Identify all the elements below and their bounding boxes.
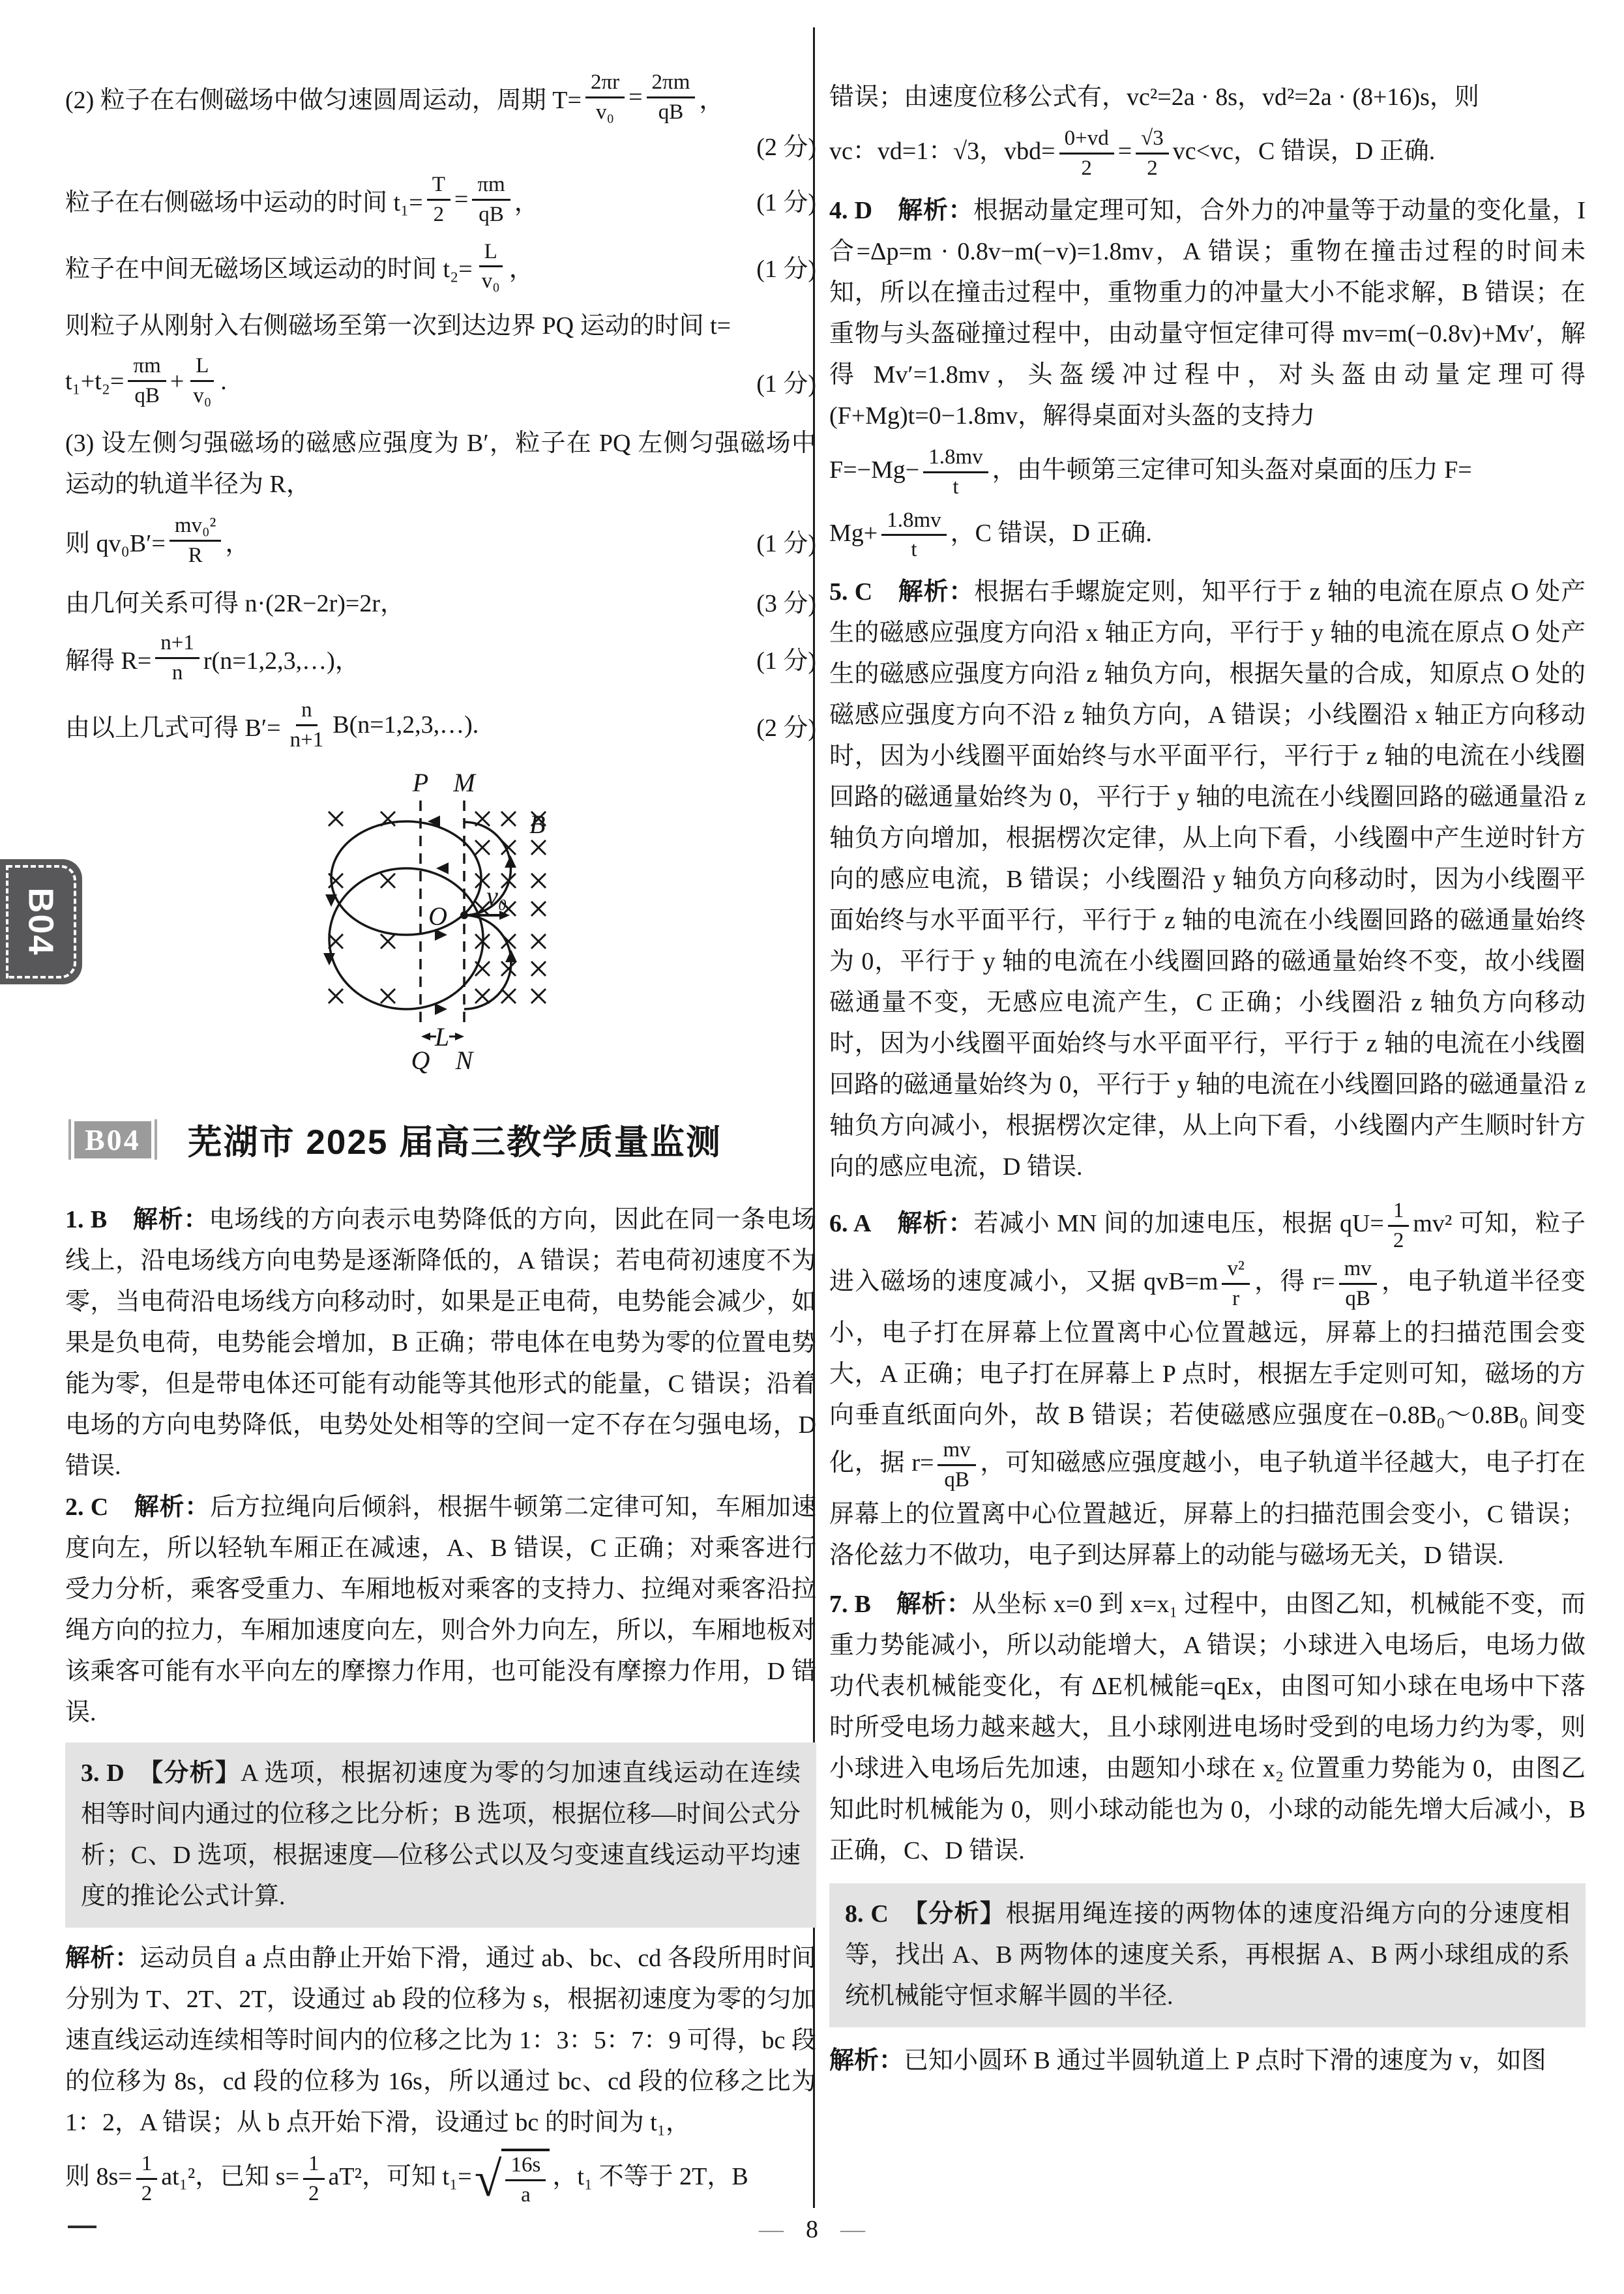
formula-text: . (220, 367, 227, 395)
solution-text-line: 则粒子从刚射入右侧磁场至第一次到达边界 PQ 运动的时间 t= (65, 312, 731, 340)
badge-bar-right (155, 1119, 157, 1160)
fraction-numerator: L (190, 352, 214, 382)
fraction-numerator: 16s (505, 2151, 546, 2181)
answer-item-5 (829, 572, 1586, 1188)
fraction-denominator: qB (134, 384, 160, 408)
formula-qv0B (65, 512, 250, 570)
magnetic-field-figure (274, 767, 639, 1080)
item-8-solution (829, 2040, 1586, 2081)
item-tag: 解析： (898, 578, 975, 606)
label-P: P (412, 768, 429, 798)
formula-Bprime (65, 696, 479, 754)
item-tag: 解析： (132, 1206, 209, 1234)
formula-text: 则 qv₀B′= (65, 530, 166, 558)
formula-text: ， (514, 188, 539, 216)
square-root (475, 2149, 550, 2209)
L-arrow-left (421, 1033, 430, 1040)
fraction-numerator: 1 (303, 2150, 325, 2180)
radicand (501, 2149, 550, 2209)
formula-text: at₁²，已知 s= (161, 2163, 300, 2191)
fraction-denominator: R (188, 544, 203, 568)
fraction (647, 68, 696, 126)
fraction (505, 2151, 546, 2209)
item-tag: 【分析】 (151, 1759, 241, 1787)
item-body: 根据用绳连接的两物体的速度沿绳方向的分速度相等，找出 A、B 两物体的速度关系，再根据 A、B 两小球组成的系统机械能守恒求解半圆的半径. (845, 1900, 1570, 2010)
formula-t2-row (65, 238, 816, 296)
fraction-denominator: n+1 (289, 728, 324, 752)
formula-text: aT²，可知 t₁= (328, 2163, 472, 2191)
item-body: ，电子轨道半径变小，电子打在屏幕上位置离中心位置越远，屏幕上的扫描范围会变大，A 正确；电子打在屏幕上 P 点时，根据左手定则可知，磁场的方向垂直纸面向外，故 B 错误；若使磁感应强度在−0.8B₀～0.8B₀ 间变化，据 r= (829, 1268, 1586, 1477)
fraction (128, 352, 166, 410)
formula-period-row (65, 68, 816, 126)
answer-item-7 (829, 1584, 1586, 1872)
score-badge: (2 分) (756, 714, 816, 742)
fraction-denominator: t (952, 475, 959, 499)
formula-text: ， (225, 530, 250, 558)
formula-Bprime-row (65, 696, 816, 754)
score-badge: (1 分) (756, 188, 816, 216)
formula-text: vc<vc，C 错误，D 正确. (1172, 138, 1436, 166)
formula-text: 由以上几式可得 B′= (65, 714, 281, 742)
score-line (65, 129, 816, 166)
fraction (1339, 1255, 1377, 1313)
formula-t2 (65, 238, 534, 296)
formula-text: ， (699, 86, 724, 114)
fraction-denominator: v₀ (481, 269, 500, 293)
formula-text: = (628, 83, 643, 111)
fraction (170, 512, 222, 570)
analysis-box-item-8 (829, 1883, 1586, 2027)
score-badge: (1 分) (756, 530, 816, 558)
item-4-formula-1 (829, 443, 1586, 501)
answer-item-1 (65, 1199, 816, 1487)
item-body: 已知小圆环 B 通过半圆轨道上 P 点时下滑的速度为 v，如图 (904, 2046, 1546, 2074)
formula-text: (2) 粒子在右侧磁场中做匀速圆周运动，周期 T= (65, 86, 582, 114)
analysis-box-item-3 (65, 1743, 816, 1928)
formula-text: 粒子在中间无磁场区域运动的时间 t₂= (65, 256, 473, 284)
item-body: 根据动量定理可知，合外力的冲量等于动量的变化量，I合=Δp=m · 0.8v−m(−v)=1.8mv，A 错误；重物在撞击过程的时间未知，所以在撞击过程中，重物重力的冲量大小不能求解，B 错误；在重物与头盔碰撞过程中，由动量守恒定律可得 mv=m(−0.8v)+Mv′，解得 Mv′=1.8mv，头盔缓冲过程中，对头盔由动量定理可得(F+Mg)t=0−1.8mv，解得桌面对头盔的支持力 (829, 196, 1586, 430)
item-tag: 【分析】 (915, 1900, 1006, 1928)
item-tag: 解析： (896, 1590, 972, 1618)
fraction-numerator: T (427, 171, 450, 201)
item-number: 6. A (829, 1210, 872, 1238)
item-tag: 解析： (897, 1210, 974, 1238)
formula-period (65, 68, 724, 126)
answer-item-2 (65, 1487, 816, 1733)
score-badge: (1 分) (756, 370, 816, 398)
fraction-denominator: 2 (1081, 156, 1092, 180)
formula-text: F=−Mg− (829, 456, 920, 484)
footer-dash-right: — (840, 2216, 865, 2243)
section-title: 芜湖市 2025 届高三教学质量监测 (187, 1123, 722, 1162)
item-tag: 解析： (829, 2046, 904, 2074)
formula-t1t2 (65, 352, 227, 410)
formula-text: 粒子在右侧磁场中运动的时间 t₁= (65, 188, 423, 216)
item-number: 7. B (829, 1590, 871, 1618)
L-arrow-right (455, 1033, 464, 1040)
item-body: 根据右手螺旋定则，知平行于 z 轴的电流在原点 O 处产生的磁感应强度方向沿 x 轴正方向，平行于 y 轴的电流在原点 O 处产生的磁感应强度方向沿 z 轴负方向，根据矢量的合成，知原点 O 处的磁感应强度方向不沿 z 轴负方向，A 错误；小线圈沿 x 轴正方向移动时，因为小线圈平面始终与水平面平行，平行于 z 轴的电流在小线圈回路的磁通量始终为 0，平行于 y 轴的电流在小线圈回路的磁通量沿 z 轴负方向增加，根据楞次定律，从上向下看，小线圈中产生逆时针方向的感应电流，B 错误；小线圈沿 y 轴负方向移动时，因为小线圈平面始终与水平面平行，平行于 z 轴的电流在小线圈回路的磁通量始终为 0，平行于 y 轴的电流在小线圈回路的磁通量始终不变，故小线圈磁通量不变，无感应电流产生，C 正确；小线圈沿 z 轴负方向移动时，因为小线圈平面始终与水平面平行，平行于 z 轴的电流在小线圈回路的磁通量始终为 0，平行于 y 轴的电流在小线圈回路的磁通量沿 z 轴负方向减小，根据楞次定律，从上向下看，小线圈内产生顺时针方向的感应电流，D 错误. (829, 578, 1586, 1181)
answer-item-3 (81, 1753, 801, 1917)
formula-R (65, 629, 360, 687)
item-body: 若减小 MN 间的加速电压，根据 qU= (973, 1210, 1384, 1238)
trajectory-upper-loop (331, 821, 481, 935)
fraction (1136, 125, 1169, 183)
score-badge: (3 分) (756, 589, 816, 617)
formula-text: ，由牛顿第三定律可知头盔对桌面的压力 F= (992, 456, 1472, 484)
item-body: mv² 可知，粒子进入磁场的速度减小，又据 qvB=m (829, 1210, 1586, 1296)
fraction-denominator: 2 (1147, 156, 1158, 180)
fraction-numerator: 1.8mv (923, 443, 988, 473)
fraction-numerator: n+1 (155, 629, 199, 659)
fraction (472, 171, 510, 229)
label-Q: Q (411, 1046, 430, 1076)
formula-t1 (65, 171, 539, 229)
trajectory-arrow-up-right2 (505, 950, 517, 962)
fraction-denominator: v₀ (596, 100, 615, 124)
fraction-denominator: 2 (1393, 1229, 1404, 1253)
fraction-denominator: v₀ (193, 384, 212, 408)
fraction-denominator: a (521, 2183, 531, 2207)
fraction-numerator: v² (1222, 1255, 1249, 1285)
formula-qv0B-row (65, 512, 816, 570)
item-tag: 解析： (65, 1945, 140, 1973)
item-3-continuation-formula (829, 125, 1586, 183)
item-body: A 选项，根据初速度为零的匀加速直线运动在连续相等时间内通过的位移之比分析；B 选项，根据位移—时间公式分析；C、D 选项，根据速度—位移公式以及匀变速直线运动平均速度的推论公式计算. (81, 1759, 801, 1911)
solution-text-para: (3) 设左侧匀强磁场的磁感应强度为 B′，粒子在 PQ 左侧匀强磁场中运动的轨道半径为 R， (65, 430, 816, 499)
fraction (1222, 1255, 1249, 1313)
item-3-formula-line (65, 2149, 816, 2209)
fraction (1059, 125, 1114, 183)
badge-bar-left (68, 1119, 71, 1160)
page-footer (0, 2215, 1624, 2244)
item-number: 1. B (65, 1206, 108, 1234)
answer-item-4 (829, 190, 1586, 437)
formula-text: + (170, 367, 185, 395)
item-number: 5. C (829, 578, 873, 606)
score-badge: (2 分) (756, 133, 816, 161)
section-header (65, 1115, 816, 1164)
fraction-numerator: 0+vd (1059, 125, 1114, 154)
formula-text: ，C 错误，D 正确. (950, 519, 1152, 547)
formula-R-row (65, 629, 816, 687)
fraction-numerator: 1.8mv (881, 507, 946, 537)
formula-text: vc：vd=1：√3，vbd= (829, 138, 1056, 166)
label-B: B (529, 810, 546, 840)
fraction (285, 696, 329, 754)
trajectory-arrow-up-right1 (505, 855, 516, 868)
section-badge: B04 (74, 1121, 151, 1158)
label-N: N (455, 1046, 473, 1076)
fraction-denominator: qB (1345, 1287, 1370, 1311)
trajectory-lower-loop (329, 868, 483, 1009)
item-tag: 解析： (898, 196, 974, 224)
trajectory-arrow-down-left1 (325, 894, 337, 907)
item-number: 2. C (65, 1493, 109, 1522)
fraction-denominator: qB (658, 100, 684, 124)
label-v0: v₀ (486, 881, 507, 911)
fraction-numerator: πm (472, 171, 510, 201)
item-body: ，可知磁感应强度越小，电子轨道半径越大，电子打在屏幕上的位置离中心位置越近，屏幕上的扫描范围会变小，C 错误；洛伦兹力不做功，电子到达屏幕上的动能与磁场无关，D 错误. (829, 1449, 1586, 1569)
fraction (477, 238, 505, 296)
radical-sign: √ (474, 2151, 502, 2207)
fraction (1388, 1197, 1410, 1255)
fraction-numerator: 2πm (647, 68, 696, 98)
label-M: M (453, 768, 475, 798)
fraction-numerator: πm (128, 352, 166, 382)
item-body: 电场线的方向表示电势降低的方向，因此在同一条电场线上，沿电场线方向电势是逐渐降低的，A 错误；若电荷初速度不为零，当电荷沿电场线方向移动时，如果是正电荷，电势能会减少，如果是负电荷，电势能会增加，B 正确；带电体在电势为零的位置电势能为零，但是带电体还可能有动能等其他形式的能量，C 错误；沿着电场的方向电势降低，电势处处相等的空间一定不存在匀强电场，D 错误. (65, 1206, 816, 1480)
formula-text: r(n=1,2,3,…)， (203, 647, 360, 675)
fraction (188, 352, 216, 410)
fraction-numerator: n (296, 696, 317, 726)
label-L: L (434, 1022, 450, 1052)
fraction-numerator: mv₀² (170, 512, 222, 542)
formula-text: 由几何关系可得 n·(2R−2r)=2r， (65, 589, 405, 617)
fraction-numerator: 1 (136, 2150, 158, 2180)
item-number: 8. C (845, 1900, 889, 1928)
fraction (427, 171, 450, 229)
fraction-numerator: L (479, 238, 503, 268)
formula-text: 则 8s= (65, 2163, 132, 2191)
fraction-numerator: mv (937, 1436, 975, 1466)
left-column (65, 62, 816, 2209)
trajectory-arrow-right-bottom (435, 1003, 447, 1015)
fraction (136, 2150, 158, 2208)
formula-text: = (454, 186, 469, 214)
right-column (829, 77, 1586, 2081)
item-body: 运动员自 a 点由静止开始下滑，通过 ab、bc、cd 各段所用时间分别为 T、2T、2T，设通过 ab 段的位移为 s，根据初速度为零的匀加速直线运动连续相等时间内的位移之比为 1：3：5：7：9 可得，bc 段的位移为 8s，cd 段的位移为 16s，所以通过 bc、cd 段的位移之比为 1：2，A 错误；从 b 点开始下滑，设通过 bc 的时间为 t₁， (65, 1945, 816, 2137)
formula-text: Mg+ (829, 519, 878, 547)
fraction-denominator: 2 (308, 2182, 319, 2206)
formula-t1-row (65, 171, 816, 229)
item-3-solution (65, 1938, 816, 2143)
answer-item-6 (829, 1197, 1586, 1576)
fraction-denominator: qB (944, 1467, 969, 1492)
fraction-numerator: 1 (1388, 1197, 1410, 1227)
label-O: O (428, 902, 447, 932)
fraction-denominator: 2 (141, 2182, 153, 2206)
score-badge: (1 分) (756, 256, 816, 284)
figure-canvas (274, 767, 639, 1080)
item-tag: 解析： (134, 1493, 211, 1522)
fraction (937, 1436, 975, 1494)
formula-geometry-row (65, 583, 816, 619)
formula-text: = (1117, 138, 1132, 166)
fraction (155, 629, 199, 687)
fraction-numerator: √3 (1136, 125, 1169, 154)
fraction-numerator: 2πr (585, 68, 625, 98)
item-4-formula-2 (829, 507, 1586, 565)
trajectory-arrow-left-mid (436, 862, 449, 874)
fraction (303, 2150, 325, 2208)
answer-item-8 (845, 1894, 1570, 2017)
formula-t1t2-row (65, 352, 816, 410)
fraction-denominator: qB (479, 202, 504, 226)
formula-text: ， (509, 256, 534, 284)
item-number: 3. D (81, 1759, 125, 1787)
fraction-denominator: t (911, 538, 917, 562)
fraction (923, 443, 988, 501)
footer-dash-left: — (759, 2216, 784, 2243)
item-3-continuation: 错误；由速度位移公式有，vc²=2a · 8s，vd²=2a · (8+16)s，则 (829, 83, 1479, 111)
item-number: 4. D (829, 196, 873, 224)
fraction-denominator: r (1232, 1287, 1240, 1311)
item-body: 后方拉绳向后倾斜，根据牛顿第二定律可知，车厢加速度向左，所以轻轨车厢正在减速，A、B 错误，C 正确；对乘客进行受力分析，乘客受重力、车厢地板对乘客的支持力、拉绳对乘客沿拉绳方向的拉力，车厢加速度向左，则合外力向左，所以，车厢地板对该乘客可能有水平向左的摩擦力作用，也可能没有摩擦力作用，D 错误. (65, 1493, 816, 1727)
fraction-denominator: 2 (433, 202, 445, 226)
formula-text: t₁+t₂= (65, 367, 125, 395)
item-body: 从坐标 x=0 到 x=x₁ 过程中，由图乙知，机械能不变，而重力势能减小，所以动能增大，A 错误；小球进入电场后，电场力做功代表机械能变化，有 ΔE机械能=qEx，由图可知小球在电场中下落时所受电场力越来越大，且小球刚进电场时受到的电场力约为零，则小球进入电场后先加速，由题知小球在 x₂ 位置重力势能为 0，由图乙知此时机械能为 0，则小球动能也为 0，小球的动能先增大后减小，B 正确，C、D 错误. (829, 1590, 1586, 1864)
item-body: ，得 r= (1253, 1268, 1335, 1296)
fraction (881, 507, 946, 565)
page-number: 8 (806, 2216, 818, 2243)
formula-text: 解得 R= (65, 647, 152, 675)
formula-text: ，t₁ 不等于 2T，B (552, 2163, 748, 2191)
fraction (585, 68, 625, 126)
score-badge: (1 分) (756, 647, 816, 675)
formula-text: B(n=1,2,3,…). (332, 711, 479, 739)
fraction-numerator: mv (1339, 1255, 1377, 1285)
side-tab-label: B04 (22, 887, 61, 956)
fraction-denominator: n (171, 660, 183, 684)
